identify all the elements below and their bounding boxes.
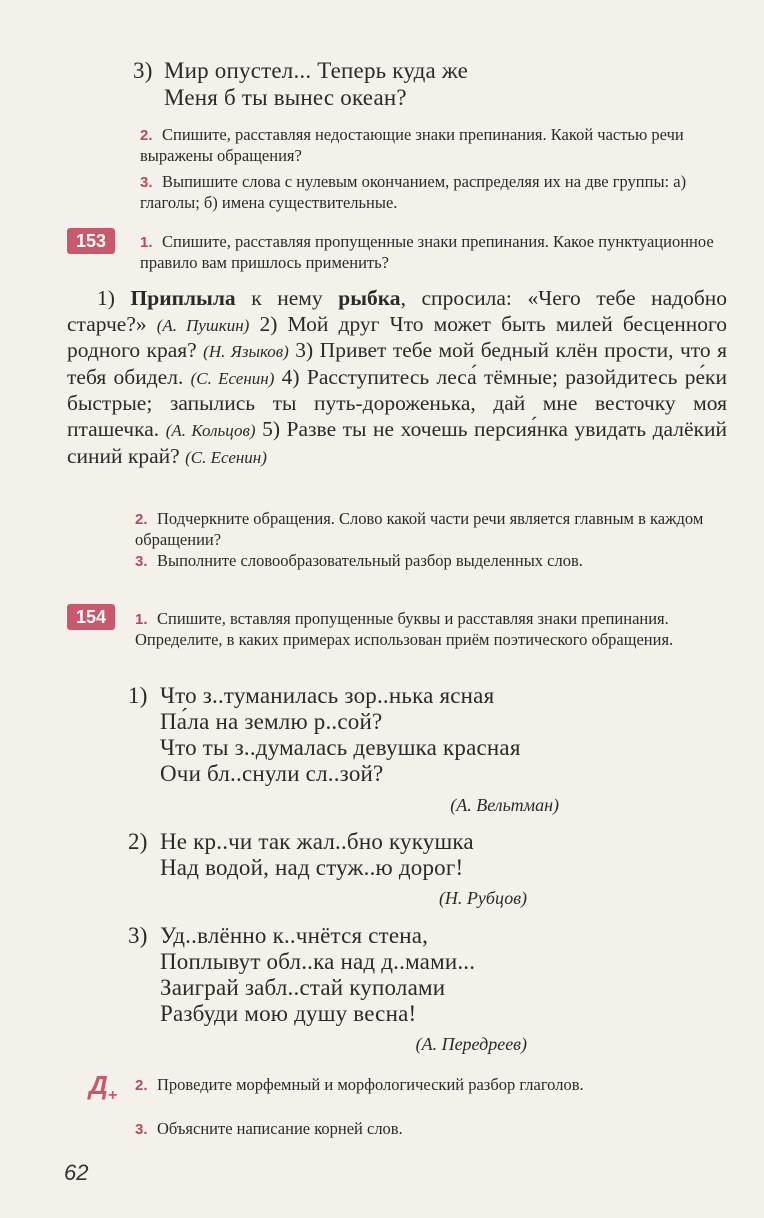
task-text: Проведите морфемный и морфологический разбор глаголов. bbox=[157, 1075, 584, 1094]
task-text: Спишите, расставляя пропущенные знаки препинания. Какое пунктуационное правило вам пришлось применить? bbox=[140, 232, 714, 272]
poem-author: (А. Вельтман) bbox=[450, 795, 559, 815]
task-number: 1. bbox=[135, 611, 148, 628]
text-fragment: 4) Расступитесь леса́ тёмные; разойдитесь ре́ки быстрые; запылись ты путь-дороженька, дай мне весточку моя пташечка. bbox=[67, 364, 727, 441]
poem-line: Поплывут обл..ка над д..мами... bbox=[160, 949, 476, 974]
poem-line: Что ты з..думалась девушка красная bbox=[160, 735, 521, 760]
task-item bbox=[140, 232, 730, 273]
source-author: (С. Есенин) bbox=[185, 447, 267, 467]
task-text: Объясните написание корней слов. bbox=[157, 1119, 403, 1138]
poem-line: Не кр..чи так жал..бно кукушка bbox=[160, 829, 474, 854]
task-item bbox=[135, 551, 727, 572]
task-item bbox=[135, 509, 727, 550]
poem-number: 3) bbox=[133, 58, 153, 83]
poem-line: Что з..туманилась зор..нька ясная bbox=[160, 683, 495, 708]
task-text: Подчеркните обращения. Слово какой части речи является главным в каждом обращении? bbox=[135, 509, 704, 549]
task-number: 3. bbox=[135, 553, 148, 570]
text-fragment: к нему bbox=[235, 286, 339, 310]
plus-sign: + bbox=[107, 1087, 118, 1104]
text-fragment: , спросила: «Чего тебе надобно старче?» bbox=[67, 286, 728, 336]
poem-line: Очи бл..снули сл..зой? bbox=[160, 761, 384, 786]
exercise-number-badge: 154 bbox=[67, 604, 115, 630]
poem-author: (А. Передреев) bbox=[415, 1034, 527, 1054]
source-author: (С. Есенин) bbox=[190, 368, 275, 388]
task-number: 2. bbox=[135, 1077, 148, 1094]
highlighted-word: рыбка bbox=[338, 286, 401, 310]
sentence-number: 1) bbox=[97, 286, 115, 310]
task-number: 3. bbox=[140, 174, 153, 191]
task-item bbox=[135, 1075, 727, 1096]
exercise-number-badge: 153 bbox=[67, 228, 115, 254]
task-text: Спишите, расставляя недостающие знаки препинания. Какой частью речи выражены обращения? bbox=[140, 125, 684, 165]
supplementary-task-icon bbox=[89, 1070, 118, 1104]
poem-line: Па́ла на землю р..сой? bbox=[160, 709, 383, 734]
poem-number: 3) bbox=[128, 923, 148, 948]
poem-line: Разбуди мою душу весна! bbox=[160, 1001, 417, 1026]
page-number: 62 bbox=[64, 1160, 89, 1185]
task-text: Выполните словообразовательный разбор выделенных слов. bbox=[157, 551, 583, 570]
task-item bbox=[140, 172, 730, 213]
source-author: (Н. Языков) bbox=[203, 342, 289, 362]
text-fragment: 5) Разве ты не хочешь персия́нка увидать далёкий синий край? bbox=[67, 416, 727, 468]
task-number: 2. bbox=[140, 127, 153, 144]
poem-line: Меня б ты вынес океан? bbox=[164, 85, 407, 110]
source-author: (А. Кольцов) bbox=[165, 420, 256, 440]
poem-number: 1) bbox=[128, 683, 148, 708]
task-text: Спишите, вставляя пропущенные буквы и расставляя знаки препинания. Определите, в каких примерах использован приём поэтического обращения. bbox=[135, 609, 674, 649]
task-item bbox=[135, 609, 727, 650]
d-letter: Д bbox=[89, 1070, 108, 1100]
poem-number: 2) bbox=[128, 829, 148, 854]
poem-line: Мир опустел... Теперь куда же bbox=[164, 58, 469, 83]
text-fragment: 2) Мой друг Что может быть милей бесценного родного края? bbox=[67, 311, 728, 363]
poem-line: Над водой, над стуж..ю дорог! bbox=[160, 855, 464, 880]
exercise-text bbox=[67, 286, 727, 470]
task-number: 3. bbox=[135, 1121, 148, 1138]
poem-line: Уд..влённо к..чнётся стена, bbox=[160, 923, 429, 948]
poem-line: Заиграй забл..стай куполами bbox=[160, 975, 446, 1000]
poem-author: (Н. Рубцов) bbox=[438, 888, 527, 908]
task-number: 1. bbox=[140, 234, 153, 251]
task-number: 2. bbox=[135, 511, 148, 528]
task-item bbox=[135, 1119, 727, 1140]
task-text: Выпишите слова с нулевым окончанием, распределяя их на две группы: а) глаголы; б) имена существительные. bbox=[140, 172, 687, 212]
highlighted-word: Приплыла bbox=[130, 286, 236, 310]
text-fragment: 3) Привет тебе мой бедный клён прости, что я тебя обидел. bbox=[67, 338, 727, 389]
source-author: (А. Пушкин) bbox=[156, 315, 250, 335]
task-item bbox=[140, 125, 730, 166]
